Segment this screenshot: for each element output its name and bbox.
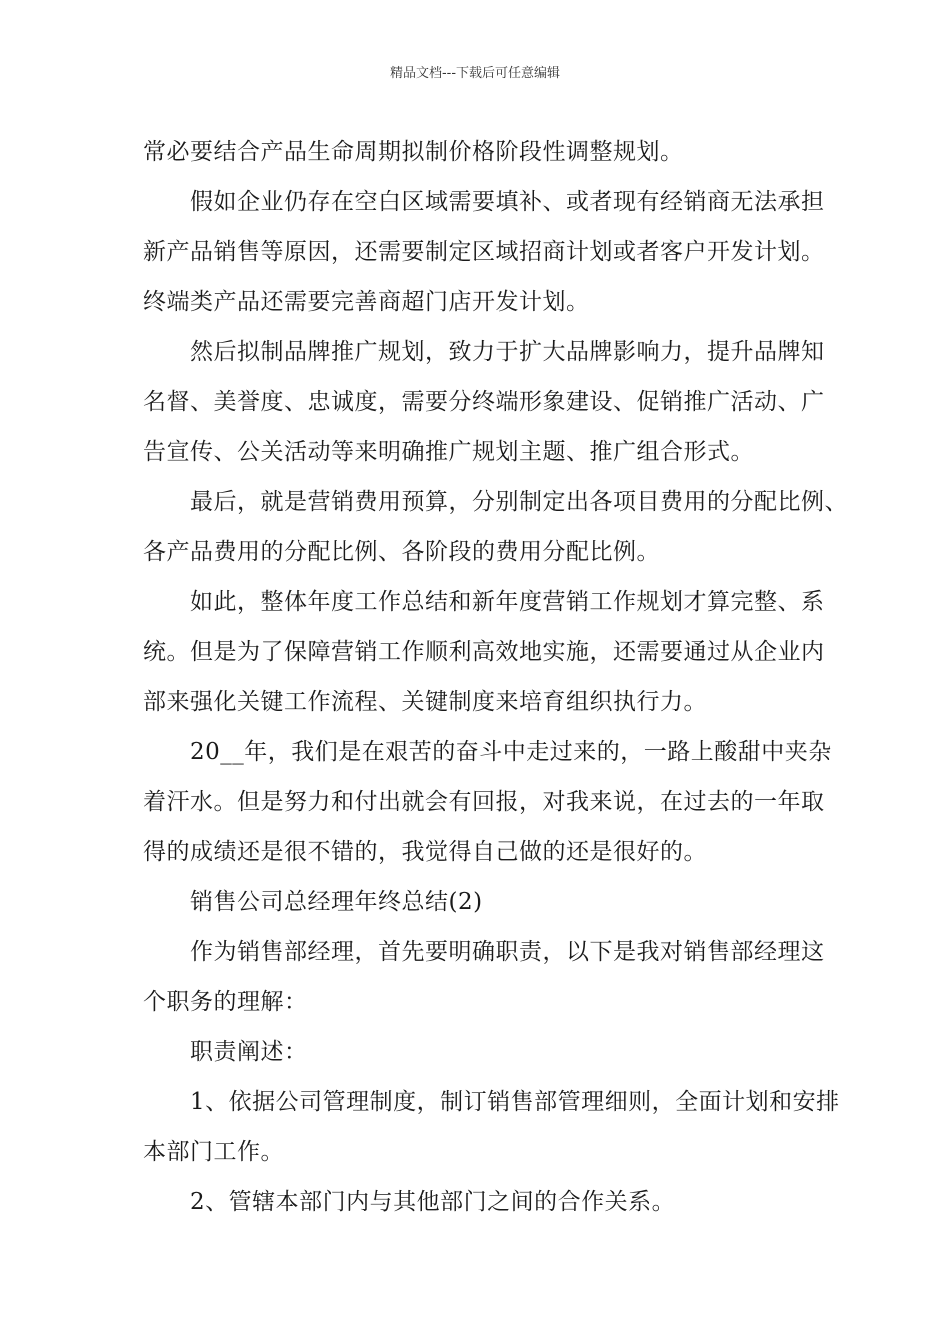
text-line: 假如企业仍存在空白区域需要填补、或者现有经销商无法承担 <box>190 189 825 215</box>
text-line: 然后拟制品牌推广规划，致力于扩大品牌影响力，提升品牌知 <box>190 339 825 365</box>
text-line: 常必要结合产品生命周期拟制价格阶段性调整规划。 <box>143 139 684 165</box>
text-line: 2、管辖本部门内与其他部门之间的合作关系。 <box>190 1189 676 1215</box>
text-line: 部来强化关键工作流程、关键制度来培育组织执行力。 <box>143 689 707 715</box>
text-line: 作为销售部经理，首先要明确职责，以下是我对销售部经理这 <box>190 939 825 965</box>
text-line: 20__年，我们是在艰苦的奋斗中走过来的，一路上酸甜中夹杂 <box>190 739 832 765</box>
text-line: 终端类产品还需要完善商超门店开发计划。 <box>143 289 590 315</box>
text-line: 着汗水。但是努力和付出就会有回报，对我来说，在过去的一年取 <box>143 789 825 815</box>
text-line: 各产品费用的分配比例、各阶段的费用分配比例。 <box>143 539 660 565</box>
text-line: 如此，整体年度工作总结和新年度营销工作规划才算完整、系 <box>190 589 825 615</box>
page-header: 精品文档---下载后可任意编辑 <box>389 66 561 81</box>
text-line: 最后，就是营销费用预算，分别制定出各项目费用的分配比例、 <box>190 489 848 515</box>
text-line: 名督、美誉度、忠诚度，需要分终端形象建设、促销推广活动、广 <box>143 389 825 415</box>
text-line: 统。但是为了保障营销工作顺利高效地实施，还需要通过从企业内 <box>143 639 825 665</box>
text-line: 职责阐述： <box>190 1039 308 1065</box>
document-body <box>143 127 848 1227</box>
text-line: 得的成绩还是很不错的，我觉得自己做的还是很好的。 <box>143 839 707 865</box>
text-line: 告宣传、公关活动等来明确推广规划主题、推广组合形式。 <box>143 439 754 465</box>
section-heading: 销售公司总经理年终总结(2) <box>190 889 483 915</box>
text-line: 1、依据公司管理制度，制订销售部管理细则，全面计划和安排 <box>190 1089 840 1115</box>
text-line: 个职务的理解： <box>143 989 308 1015</box>
text-line: 本部门工作。 <box>143 1139 284 1165</box>
text-line: 新产品销售等原因，还需要制定区域招商计划或者客户开发计划。 <box>143 239 825 265</box>
